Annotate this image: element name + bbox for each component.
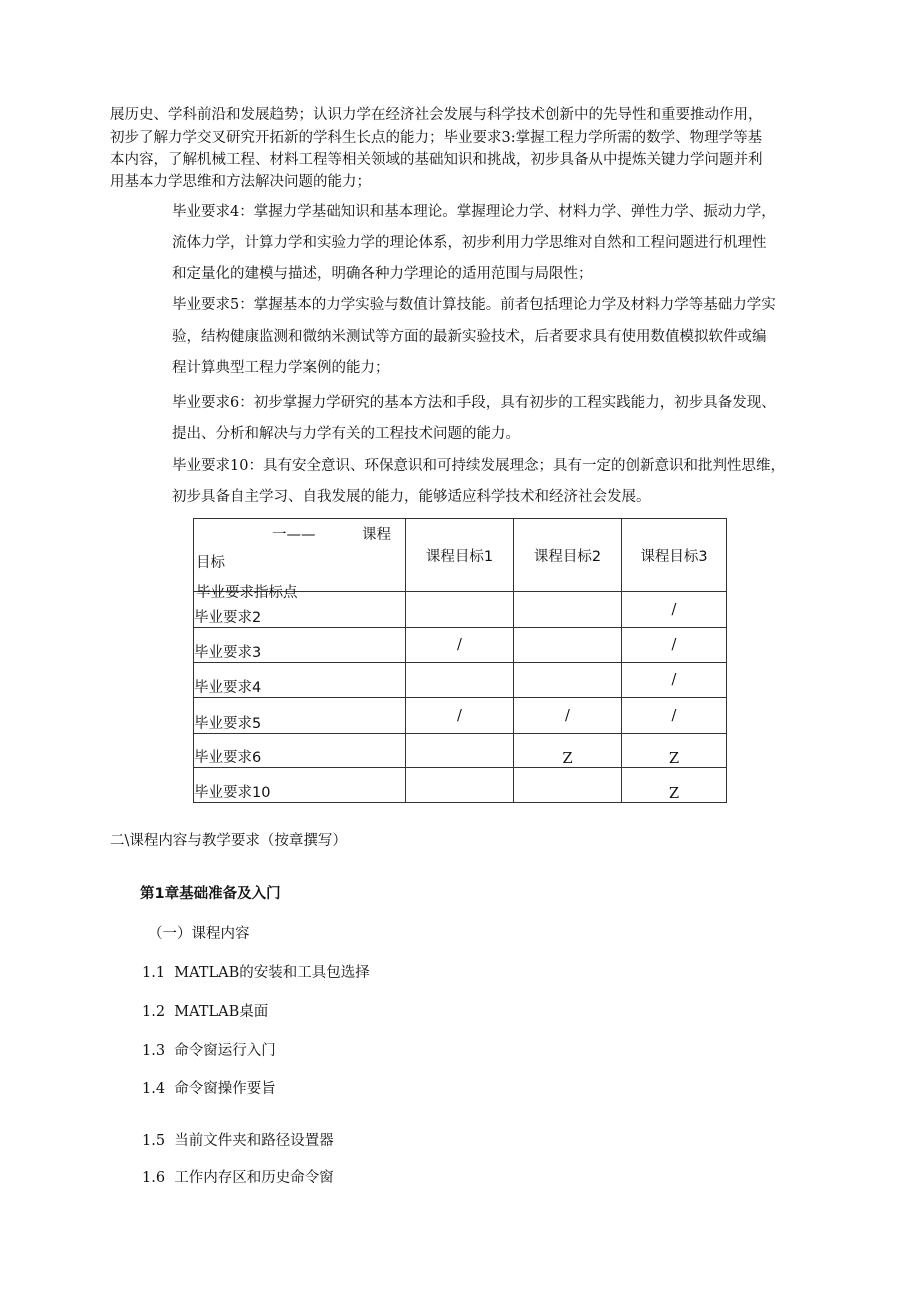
row-label: 毕业要求6	[194, 734, 406, 768]
row-label: 毕业要求4	[194, 663, 406, 698]
table-cell: /	[622, 663, 727, 698]
req-line: 初步具备自主学习、自我发展的能力，能够适应科学技术和经济社会发展。	[172, 489, 651, 505]
table-cell	[514, 628, 622, 663]
section-title: 二\课程内容与教学要求（按章撰写）	[110, 833, 347, 849]
table-cell: /	[406, 698, 514, 734]
table-cell: /	[622, 628, 727, 663]
table-cell: Z	[514, 734, 622, 768]
requirements-matrix-table	[193, 518, 727, 803]
table-row	[194, 768, 727, 803]
column-header: 课程目标3	[622, 519, 727, 592]
intro-line: 展历史、学科前沿和发展趋势；认识力学在经济社会发展与科学技术创新中的先导性和重要推动作用，	[110, 107, 763, 123]
content-item: 1.5 当前文件夹和路径设置器	[142, 1133, 334, 1149]
row-label: 毕业要求10	[194, 768, 406, 803]
table-header-row	[194, 519, 727, 592]
req-line: 验，结构健康监测和微纳米测试等方面的最新实验技术，后者要求具有使用数值模拟软件或编	[172, 329, 767, 345]
intro-line: 初步了解力学交叉研究开拓新的学科生长点的能力；毕业要求3:掌握工程力学所需的数学、物理学等基	[110, 130, 763, 146]
intro-line: 本内容，了解机械工程、材料工程等相关领域的基础知识和挑战，初步具备从中提炼关键力学问题并利	[110, 152, 763, 168]
table-cell	[406, 734, 514, 768]
table-cell	[406, 592, 514, 628]
table-row	[194, 698, 727, 734]
table-cell	[514, 768, 622, 803]
column-header: 课程目标1	[406, 519, 514, 592]
header-dash: 一——	[272, 527, 316, 543]
row-label: 毕业要求5	[194, 698, 406, 734]
header-mid-text: 目标	[196, 555, 225, 571]
column-header: 课程目标2	[514, 519, 622, 592]
req-line: 毕业要求10：具有安全意识、环保意识和可持续发展理念；具有一定的创新意识和批判性思维，	[172, 458, 785, 474]
chapter-title: 第1章基础准备及入门	[140, 886, 281, 902]
row-label: 毕业要求2	[194, 592, 406, 628]
content-item: 1.4 命令窗操作要旨	[142, 1081, 276, 1097]
req-line: 毕业要求6：初步掌握力学研究的基本方法和手段，具有初步的工程实践能力，初步具备发现、	[172, 395, 776, 411]
header-bottom-text: 毕业要求指标点	[196, 585, 298, 601]
header-top-text: 课程	[362, 527, 391, 543]
table-cell: /	[406, 628, 514, 663]
table-cell	[514, 663, 622, 698]
req-line: 提出、分析和解决与力学有关的工程技术问题的能力。	[172, 426, 520, 442]
intro-line: 用基本力学思维和方法解决问题的能力；	[110, 174, 371, 190]
content-item: 1.2 MATLAB桌面	[142, 1004, 269, 1020]
table-cell: Z	[622, 734, 727, 768]
table-row	[194, 663, 727, 698]
req-line: 程计算典型工程力学案例的能力；	[172, 360, 390, 376]
table-cell: Z	[622, 768, 727, 803]
table-cell	[406, 663, 514, 698]
content-item: 1.6 工作内存区和历史命令窗	[142, 1170, 334, 1186]
diagonal-header-cell	[194, 519, 406, 601]
req-line: 毕业要求4：掌握力学基础知识和基本理论。掌握理论力学、材料力学、弹性力学、振动力学，	[172, 204, 776, 220]
table-cell	[406, 768, 514, 803]
table-cell: /	[622, 592, 727, 628]
row-label: 毕业要求3	[194, 628, 406, 663]
table-cell	[514, 592, 622, 628]
req-line: 和定量化的建模与描述，明确各种力学理论的适用范围与局限性；	[172, 266, 593, 282]
table-cell: /	[622, 698, 727, 734]
req-line: 毕业要求5：掌握基本的力学实验与数值计算技能。前者包括理论力学及材料力学等基础力学实	[172, 297, 776, 313]
content-item: 1.3 命令窗运行入门	[142, 1043, 276, 1059]
subsection-title: （一）课程内容	[148, 926, 250, 942]
table-cell: /	[514, 698, 622, 734]
table-row	[194, 734, 727, 768]
req-line: 流体力学，计算力学和实验力学的理论体系，初步利用力学思维对自然和工程问题进行机理性	[172, 235, 767, 251]
content-item: 1.1 MATLAB的安装和工具包选择	[142, 965, 370, 981]
table-row	[194, 628, 727, 663]
